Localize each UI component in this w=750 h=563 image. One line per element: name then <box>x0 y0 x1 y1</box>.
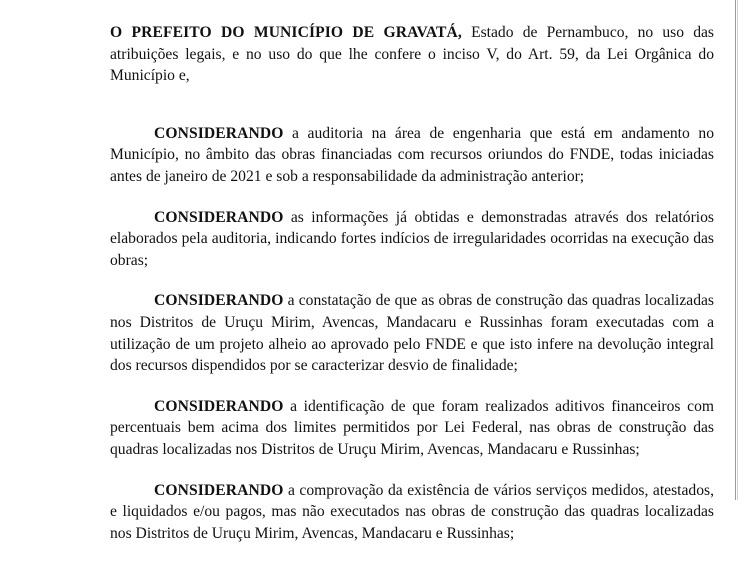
page-edge-line-secondary <box>737 0 738 500</box>
page-edge-line <box>735 0 736 500</box>
considerando-paragraph-2 <box>110 207 714 272</box>
considerando-text: a comprovação da existência de vários serviços medidos, atestados, e liquidados e/ou pagos, mas não executados nas obras de construção das quadras localizadas nos Distritos de Uruçu Mirim, Avencas, Mandacaru e Russinhas; <box>110 481 714 542</box>
considerando-paragraph-3 <box>110 290 714 376</box>
considerando-keyword: CONSIDERANDO <box>154 124 284 142</box>
considerando-keyword: CONSIDERANDO <box>154 397 284 415</box>
considerando-text: a identificação de que foram realizados aditivos financeiros com percentuais bem acima dos limites permitidos por Lei Federal, nas obras de construção das quadras localizadas nos Distritos de Uruçu Mirim, Avencas, Mandacaru e Russinhas; <box>110 397 714 458</box>
considerando-text: a auditoria na área de engenharia que está em andamento no Município, no âmbito das obras financiadas com recursos oriundos do FNDE, todas iniciadas antes de janeiro de 2021 e sob a responsabilidade da administração anterior; <box>110 124 714 185</box>
intro-heading: O PREFEITO DO MUNICÍPIO DE GRAVATÁ, <box>110 24 462 41</box>
considerando-text: as informações já obtidas e demonstradas através dos relatórios elaborados pela auditoria, indicando fortes indícios de irregularidades ocorridas na execução das obras; <box>110 208 714 269</box>
considerando-keyword: CONSIDERANDO <box>154 292 284 310</box>
considerando-paragraph-5 <box>110 480 714 545</box>
considerando-keyword: CONSIDERANDO <box>154 208 284 226</box>
considerando-paragraph-4 <box>110 396 714 461</box>
document-body <box>110 22 714 563</box>
considerando-text: a constatação de que as obras de construção das quadras localizadas nos Distritos de Uruçu Mirim, Avencas, Mandacaru e Russinhas foram executadas com a utilização de um projeto alheio ao aprovado pelo FNDE e que isto infere na devolução integral dos recursos dispendidos por se caracterizar desvio de finalidade; <box>110 292 714 375</box>
considerando-keyword: CONSIDERANDO <box>154 481 284 499</box>
considerando-paragraph-1 <box>110 123 714 188</box>
intro-paragraph <box>110 22 714 87</box>
intro-text: Estado de Pernambuco, no uso das atribuições legais, e no uso do que lhe confere o inciso V, do Art. 59, da Lei Orgânica do Município e, <box>110 24 714 85</box>
